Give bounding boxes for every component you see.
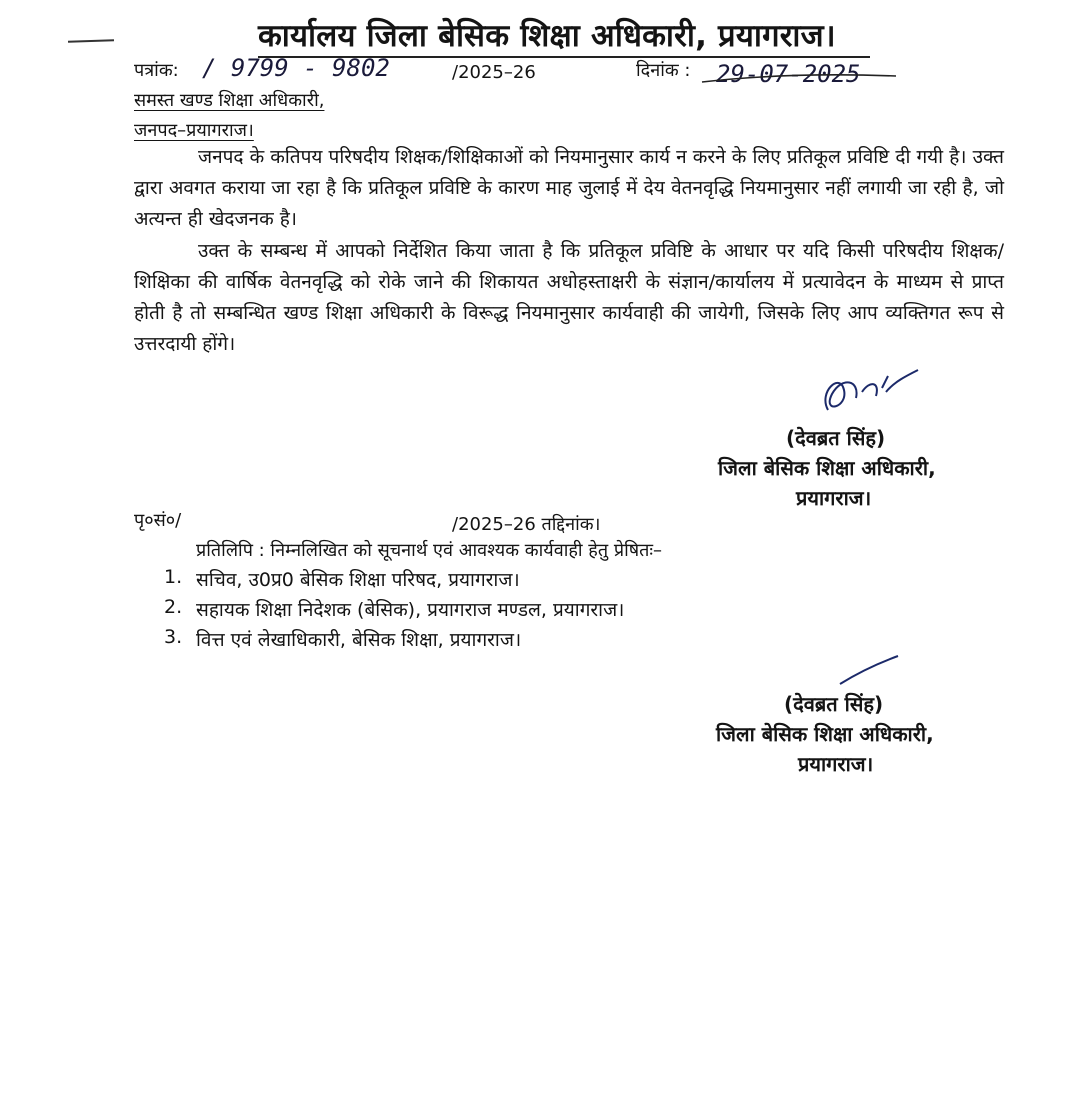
copy-item-1-text: सचिव, उ0प्र0 बेसिक शिक्षा परिषद, प्रयागराज। xyxy=(196,569,520,591)
copy-intro: प्रतिलिपि : निम्नलिखित को सूचनार्थ एवं आवश्यक कार्यवाही हेतु प्रेषितः– xyxy=(196,540,663,561)
signatory-1-place: प्रयागराज। xyxy=(796,486,872,510)
signatory-1-name: (देवब्रत सिंह) xyxy=(786,426,886,450)
copy-ref-year: /2025–26 तद्दिनांक। xyxy=(452,514,601,535)
signatory-2-place: प्रयागराज। xyxy=(798,752,874,776)
copy-ref-label: पृ०सं०/ xyxy=(134,510,182,531)
reference-year: /2025–26 xyxy=(452,62,536,83)
copy-item-2-num: 2. xyxy=(164,596,183,618)
copy-item-1-num: 1. xyxy=(164,566,183,588)
reference-label: पत्रांक: xyxy=(134,60,179,81)
signatory-2-name: (देवब्रत सिंह) xyxy=(784,692,884,716)
date-label: दिनांक : xyxy=(636,60,691,81)
signature-2-icon xyxy=(836,650,906,690)
copy-item-3-text: वित्त एवं लेखाधिकारी, बेसिक शिक्षा, प्रयागराज। xyxy=(196,629,522,651)
body-paragraph-2: उक्त के सम्बन्ध में आपको निर्देशित किया जाता है कि प्रतिकूल प्रविष्टि के आधार पर यदि किसी परिषदीय शिक्षक/शिक्षिका की वार्षिक वेतनवृद्धि को रोके जाने की शिकायत अधोहस्ताक्षरी के संज्ञान/कार्यालय में प्रत्यावेदन के माध्यम से प्राप्त होती है तो सम्बन्धित खण्ड शिक्षा अधिकारी के विरूद्ध नियमानुसार कार्यवाही की जायेगी, जिसके लिए आप व्यक्तिगत रूप से उत्तरदायी होंगे। xyxy=(134,240,1004,355)
date-value: 29-07-2025 xyxy=(716,60,861,88)
copy-item-2-text: सहायक शिक्षा निदेशक (बेसिक), प्रयागराज मण्डल, प्रयागराज। xyxy=(196,599,625,621)
date-strike-icon xyxy=(700,70,900,90)
recipient-line1: समस्त खण्ड शिक्षा अधिकारी, xyxy=(134,90,325,111)
reference-number: / 9799 - 9802 xyxy=(202,54,390,82)
signature-1-icon xyxy=(810,362,930,422)
office-heading: कार्यालय जिला बेसिक शिक्षा अधिकारी, प्रयागराज। xyxy=(258,18,836,54)
body-paragraph-1: जनपद के कतिपय परिषदीय शिक्षक/शिक्षिकाओं को नियमानुसार कार्य न करने के लिए प्रतिकूल प्रविष्टि दी गयी है। उक्त द्वारा अवगत कराया जा रहा है कि प्रतिकूल प्रविष्टि के कारण माह जुलाई में देय वेतनवृद्धि नियमानुसार नहीं लगायी जा रही है, जो अत्यन्त ही खेदजनक है। xyxy=(134,146,1004,230)
signatory-2-designation: जिला बेसिक शिक्षा अधिकारी, xyxy=(716,722,934,746)
copy-item-3-num: 3. xyxy=(164,626,183,648)
margin-dash xyxy=(68,39,114,43)
recipient-line2: जनपद–प्रयागराज। xyxy=(134,120,254,141)
signatory-1-designation: जिला बेसिक शिक्षा अधिकारी, xyxy=(718,456,936,480)
